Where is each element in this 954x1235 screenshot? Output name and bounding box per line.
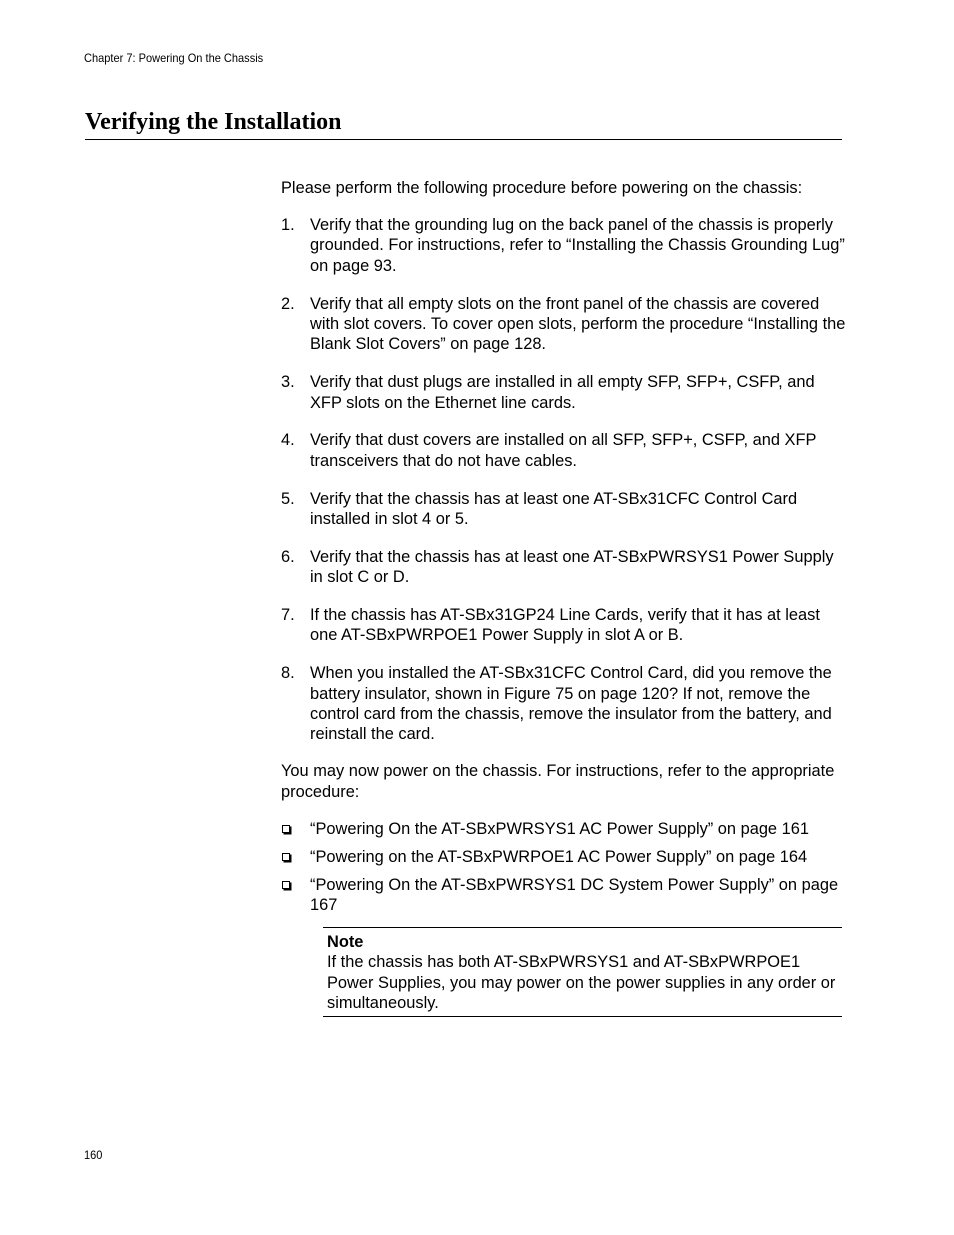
step-text: Verify that all empty slots on the front panel of the chassis are covered with slot covers. To cover open slots, perform the procedure “Installing the Blank Slot Covers” on page 128.: [310, 294, 846, 354]
step-text: Verify that the chassis has at least one AT-SBxPWRSYS1 Power Supply in slot C or D.: [310, 547, 834, 587]
note-heading: Note: [327, 933, 364, 951]
step-number: 2.: [281, 294, 295, 313]
step-number: 8.: [281, 664, 295, 683]
step-item: [281, 547, 846, 588]
step-number: 1.: [281, 216, 295, 234]
procedure-text: “Powering on the AT-SBxPWRPOE1 AC Power Supply” on page 164: [310, 847, 808, 866]
next-paragraph: You may now power on the chassis. For instructions, refer to the appropriate procedure:: [281, 762, 835, 801]
step-item: [281, 663, 846, 745]
page-number: 160: [84, 1148, 103, 1162]
step-item: [281, 372, 846, 413]
title-rule: [85, 139, 842, 140]
body-text: [281, 178, 846, 916]
procedure-item: [281, 875, 846, 916]
step-item: [281, 430, 846, 471]
step-item: [281, 489, 846, 530]
intro-paragraph: Please perform the following procedure before powering on the chassis:: [281, 179, 803, 197]
procedure-text: “Powering On the AT-SBxPWRSYS1 DC System Power Supply” on page 167: [310, 875, 839, 915]
procedure-text: “Powering On the AT-SBxPWRSYS1 AC Power Supply” on page 161: [310, 819, 809, 838]
procedure-item: [281, 819, 846, 839]
procedure-steps: [281, 215, 846, 745]
step-item: [281, 294, 846, 355]
step-item: [281, 215, 846, 276]
step-text: Verify that the grounding lug on the back panel of the chassis is properly grounded. For instructions, refer to “Installing the Chassis Grounding Lug” on page 93.: [310, 216, 845, 275]
checkbox-bullet-icon: [282, 825, 290, 833]
step-number: 4.: [281, 431, 295, 450]
step-number: 5.: [281, 489, 295, 508]
step-text: If the chassis has AT-SBx31GP24 Line Cards, verify that it has at least one AT-SBxPWRPOE1 Power Supply in slot A or B.: [310, 606, 820, 645]
procedure-item: [281, 847, 846, 867]
step-text: Verify that dust covers are installed on all SFP, SFP+, CSFP, and XFP transceivers that do not have cables.: [310, 431, 817, 470]
step-item: [281, 605, 846, 646]
step-text: Verify that dust plugs are installed in all empty SFP, SFP+, CSFP, and XFP slots on the Ethernet line cards.: [310, 373, 815, 412]
note-text: If the chassis has both AT-SBxPWRSYS1 and AT-SBxPWRPOE1 Power Supplies, you may power on the power supplies in any order or simultaneously.: [327, 953, 836, 1013]
checkbox-bullet-icon: [282, 881, 290, 889]
step-number: 7.: [281, 606, 295, 625]
note-box: [323, 927, 842, 1017]
step-text: When you installed the AT-SBx31CFC Control Card, did you remove the battery insulator, shown in Figure 75 on page 120? If not, remove the control card from the chassis, remove the insulator from the battery, and reinstall the card.: [310, 664, 832, 744]
procedure-links: [281, 819, 846, 916]
section-title: Verifying the Installation: [85, 109, 342, 135]
running-header: Chapter 7: Powering On the Chassis: [84, 51, 264, 65]
step-number: 6.: [281, 547, 295, 566]
step-text: Verify that the chassis has at least one AT-SBx31CFC Control Card installed in slot 4 or 5.: [310, 489, 798, 529]
checkbox-bullet-icon: [282, 853, 290, 861]
step-number: 3.: [281, 373, 295, 392]
